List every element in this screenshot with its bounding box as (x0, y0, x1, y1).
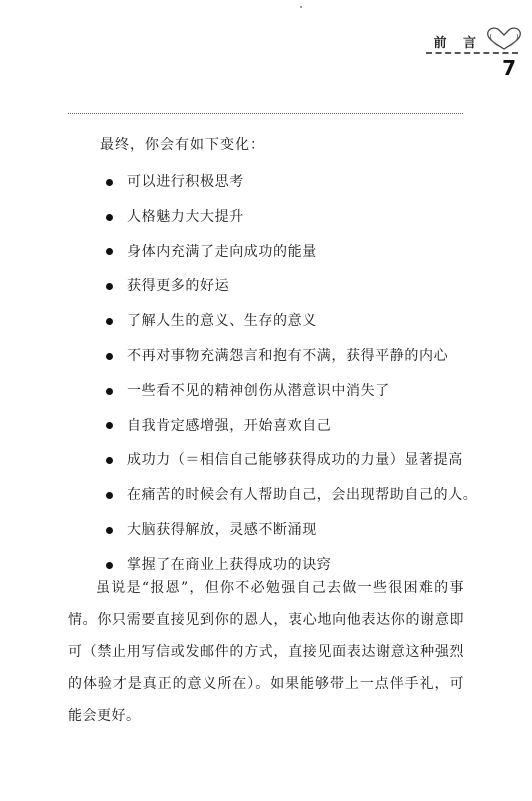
bullet-icon (106, 179, 113, 186)
bullet-icon (106, 527, 113, 534)
scan-speck (300, 6, 302, 8)
running-header (404, 26, 524, 84)
list-item (100, 200, 460, 235)
list-item-text: 大脑获得解放，灵感不断涌现 (127, 521, 317, 538)
page-number: 7 (502, 56, 516, 80)
bullet-icon (106, 457, 113, 464)
bullet-icon (106, 283, 113, 290)
bullet-icon (106, 318, 113, 325)
bullet-icon (106, 353, 113, 360)
main-content (100, 125, 478, 583)
list-item (100, 513, 460, 548)
bullet-icon (106, 492, 113, 499)
bullet-icon (106, 388, 113, 395)
header-dashed-rule (426, 52, 518, 54)
list-item-text: 获得更多的好运 (127, 278, 230, 295)
list-item (100, 235, 460, 270)
heart-outline-icon (484, 26, 524, 52)
bullet-icon (106, 214, 113, 221)
list-item (100, 339, 460, 374)
list-item-text: 成功力（＝相信自己能够获得成功的力量）显著提高 (127, 452, 463, 469)
list-item (100, 478, 478, 513)
change-list (100, 165, 478, 583)
bullet-icon (106, 562, 113, 569)
bullet-icon (106, 422, 113, 429)
list-item (100, 304, 460, 339)
bullet-icon (106, 248, 113, 255)
list-item-text: 不再对事物充满怨言和抱有不满，获得平静的内心 (127, 347, 449, 364)
list-item-text: 人格魅力大大提升 (127, 208, 244, 225)
intro-line: 最终，你会有如下变化： (100, 137, 265, 153)
list-item-text: 身体内充满了走向成功的能量 (127, 243, 317, 260)
list-item (100, 409, 460, 444)
list-item-text: 在痛苦的时候会有人帮助自己，会出现帮助自己的人。 (127, 487, 478, 504)
list-item-text: 一些看不见的精神创伤从潜意识中消失了 (127, 382, 390, 399)
section-title: 前 言 (433, 36, 482, 51)
list-item (100, 269, 460, 304)
list-item (100, 165, 460, 200)
dotted-divider (68, 113, 463, 114)
list-item (100, 374, 460, 409)
list-item-text: 了解人生的意义、生存的意义 (127, 313, 317, 330)
list-item-text: 掌握了在商业上获得成功的诀窍 (127, 556, 332, 573)
list-item (100, 443, 463, 478)
list-item-text: 可以进行积极思考 (127, 174, 244, 190)
closing-paragraph: 虽说是“报恩”，但你不必勉强自己去做一些很困难的事情。你只需要直接见到你的恩人，衷心地向他表达你的谢意即可（禁止用写信或发邮件的方式，直接见面表达谢意这种强烈的体验才是真正的意义所在）。如果能够带上一点伴手礼，可能会更好。 (68, 580, 464, 724)
list-item-text: 自我肯定感增强，开始喜欢自己 (127, 417, 332, 434)
